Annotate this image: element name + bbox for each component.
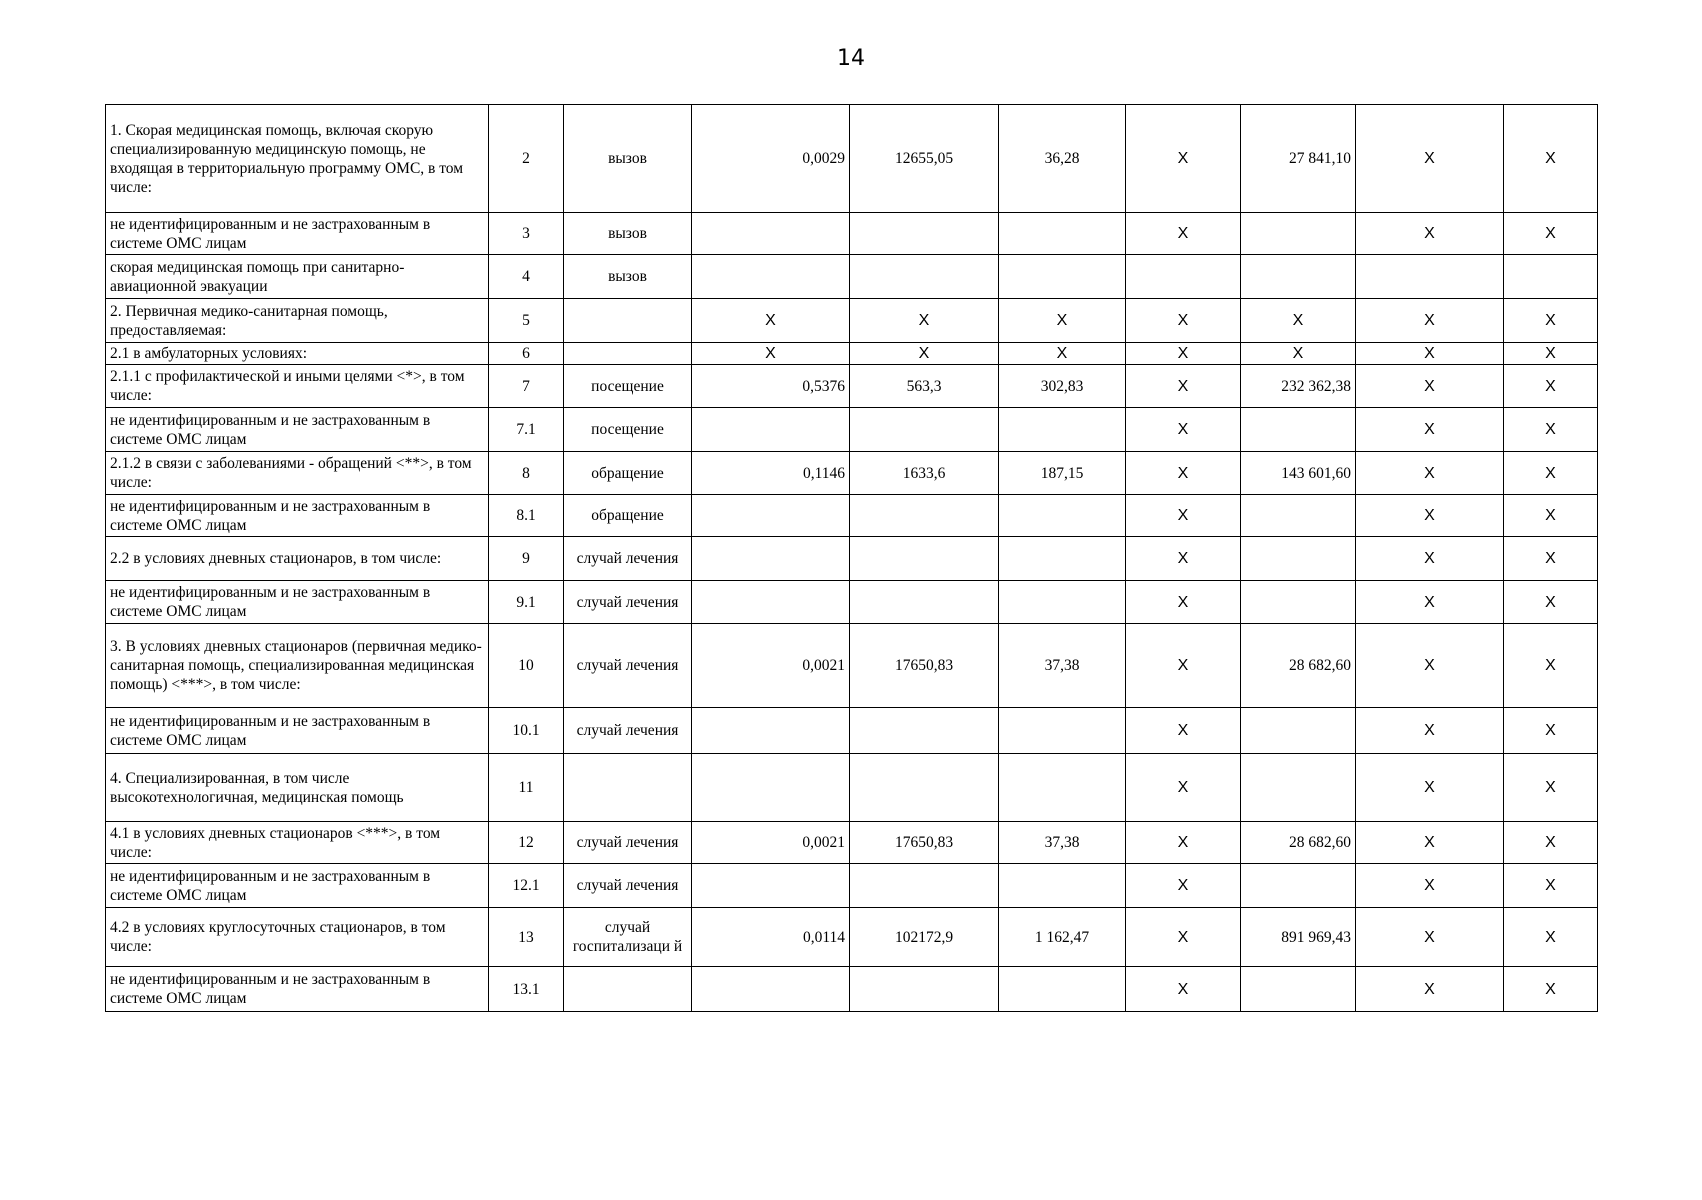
cell-col7: X — [1504, 754, 1598, 822]
cell-col5 — [1241, 708, 1356, 754]
cell-col5: 27 841,10 — [1241, 105, 1356, 213]
cell-col1: 0,0029 — [692, 105, 850, 213]
table-row — [106, 754, 1598, 822]
cell-unit: вызов — [564, 105, 692, 213]
cell-row-number: 12 — [489, 822, 564, 864]
cell-col4: X — [1126, 908, 1241, 967]
cell-unit: обращение — [564, 452, 692, 495]
cell-col2: X — [850, 299, 999, 343]
cell-service-name: 3. В условиях дневных стационаров (первичная медико-санитарная помощь, специализированная медицинская помощь) <***>, в том числе: — [106, 624, 489, 708]
cell-col5: 232 362,38 — [1241, 365, 1356, 408]
cell-col7: X — [1504, 967, 1598, 1012]
cell-col7: X — [1504, 495, 1598, 537]
cell-col7: X — [1504, 822, 1598, 864]
cell-service-name: не идентифицированным и не застрахованным в системе ОМС лицам — [106, 864, 489, 908]
cell-service-name: не идентифицированным и не застрахованным в системе ОМС лицам — [106, 708, 489, 754]
cell-col2 — [850, 864, 999, 908]
cell-unit: случай лечения — [564, 708, 692, 754]
cell-service-name: не идентифицированным и не застрахованным в системе ОМС лицам — [106, 495, 489, 537]
cell-service-name: 2.1.2 в связи с заболеваниями - обращений <**>, в том числе: — [106, 452, 489, 495]
cell-col2: 17650,83 — [850, 624, 999, 708]
cell-service-name: не идентифицированным и не застрахованным в системе ОМС лицам — [106, 581, 489, 624]
cell-col7 — [1504, 255, 1598, 299]
cell-service-name: 4.1 в условиях дневных стационаров <***>, в том числе: — [106, 822, 489, 864]
cell-row-number: 9.1 — [489, 581, 564, 624]
cell-col3 — [999, 408, 1126, 452]
cell-col4: X — [1126, 581, 1241, 624]
cell-service-name: не идентифицированным и не застрахованным в системе ОМС лицам — [106, 408, 489, 452]
table-row — [106, 908, 1598, 967]
cell-col2: 1633,6 — [850, 452, 999, 495]
cell-col5: X — [1241, 343, 1356, 365]
cell-col2 — [850, 967, 999, 1012]
cell-col5: 891 969,43 — [1241, 908, 1356, 967]
cell-col1: 0,0114 — [692, 908, 850, 967]
cell-col6: X — [1356, 708, 1504, 754]
cell-row-number: 9 — [489, 537, 564, 581]
cell-service-name: 2.1 в амбулаторных условиях: — [106, 343, 489, 365]
table-row — [106, 537, 1598, 581]
cell-unit — [564, 967, 692, 1012]
cell-service-name: не идентифицированным и не застрахованным в системе ОМС лицам — [106, 213, 489, 255]
cell-row-number: 2 — [489, 105, 564, 213]
cell-col5: 28 682,60 — [1241, 624, 1356, 708]
table-row — [106, 495, 1598, 537]
cell-row-number: 13 — [489, 908, 564, 967]
cell-col6: X — [1356, 581, 1504, 624]
cell-col4: X — [1126, 495, 1241, 537]
cell-col6: X — [1356, 624, 1504, 708]
cell-col3: 37,38 — [999, 822, 1126, 864]
cell-col3 — [999, 537, 1126, 581]
cell-row-number: 12.1 — [489, 864, 564, 908]
cell-col6: X — [1356, 967, 1504, 1012]
cell-col2 — [850, 213, 999, 255]
cell-unit: посещение — [564, 408, 692, 452]
data-table — [105, 104, 1598, 1012]
cell-col7: X — [1504, 343, 1598, 365]
cell-col7: X — [1504, 365, 1598, 408]
cell-col6: X — [1356, 408, 1504, 452]
cell-col3 — [999, 708, 1126, 754]
cell-col7: X — [1504, 624, 1598, 708]
cell-col5 — [1241, 864, 1356, 908]
cell-row-number: 11 — [489, 754, 564, 822]
cell-col2: 563,3 — [850, 365, 999, 408]
cell-col5 — [1241, 581, 1356, 624]
cell-col4: X — [1126, 452, 1241, 495]
cell-col3: 1 162,47 — [999, 908, 1126, 967]
cell-col4: X — [1126, 299, 1241, 343]
cell-row-number: 7.1 — [489, 408, 564, 452]
cell-col2: 102172,9 — [850, 908, 999, 967]
table-row — [106, 213, 1598, 255]
cell-col4: X — [1126, 708, 1241, 754]
cell-col7: X — [1504, 213, 1598, 255]
cell-row-number: 4 — [489, 255, 564, 299]
cell-col4: X — [1126, 408, 1241, 452]
cell-col6: X — [1356, 495, 1504, 537]
cell-service-name: 4.2 в условиях круглосуточных стационаров, в том числе: — [106, 908, 489, 967]
cell-col1 — [692, 581, 850, 624]
cell-col6: X — [1356, 213, 1504, 255]
cell-col5 — [1241, 967, 1356, 1012]
cell-service-name: 2.2 в условиях дневных стационаров, в том числе: — [106, 537, 489, 581]
cell-col6: X — [1356, 343, 1504, 365]
cell-unit: случай лечения — [564, 581, 692, 624]
cell-col6: X — [1356, 864, 1504, 908]
cell-col1: 0,5376 — [692, 365, 850, 408]
cell-col6: X — [1356, 365, 1504, 408]
cell-col1 — [692, 967, 850, 1012]
cell-col3: 187,15 — [999, 452, 1126, 495]
cell-col6: X — [1356, 908, 1504, 967]
cell-unit: случай лечения — [564, 864, 692, 908]
page-number: 14 — [837, 46, 865, 71]
cell-col6: X — [1356, 754, 1504, 822]
cell-row-number: 10.1 — [489, 708, 564, 754]
table-row — [106, 105, 1598, 213]
cell-col6: X — [1356, 105, 1504, 213]
cell-col3: X — [999, 343, 1126, 365]
cell-col3 — [999, 754, 1126, 822]
cell-col3: X — [999, 299, 1126, 343]
cell-col1: 0,0021 — [692, 822, 850, 864]
cell-col7: X — [1504, 105, 1598, 213]
cell-service-name: 2.1.1 с профилактической и иными целями <*>, в том числе: — [106, 365, 489, 408]
cell-col4: X — [1126, 754, 1241, 822]
cell-col7: X — [1504, 908, 1598, 967]
cell-unit: случай лечения — [564, 624, 692, 708]
cell-col3 — [999, 581, 1126, 624]
cell-col6: X — [1356, 452, 1504, 495]
cell-col5 — [1241, 213, 1356, 255]
cell-col7: X — [1504, 708, 1598, 754]
cell-col3 — [999, 213, 1126, 255]
table-row — [106, 967, 1598, 1012]
table-row — [106, 299, 1598, 343]
cell-col5 — [1241, 495, 1356, 537]
cell-col7: X — [1504, 581, 1598, 624]
cell-col2 — [850, 708, 999, 754]
cell-col5 — [1241, 408, 1356, 452]
cell-row-number: 7 — [489, 365, 564, 408]
table-row — [106, 708, 1598, 754]
cell-row-number: 13.1 — [489, 967, 564, 1012]
cell-unit — [564, 299, 692, 343]
cell-unit: вызов — [564, 213, 692, 255]
cell-col2: 17650,83 — [850, 822, 999, 864]
cell-col6 — [1356, 255, 1504, 299]
cell-row-number: 6 — [489, 343, 564, 365]
cell-col1 — [692, 213, 850, 255]
cell-unit: вызов — [564, 255, 692, 299]
table-row — [106, 864, 1598, 908]
cell-col1 — [692, 708, 850, 754]
cell-service-name: не идентифицированным и не застрахованным в системе ОМС лицам — [106, 967, 489, 1012]
cell-service-name: 1. Скорая медицинская помощь, включая скорую специализированную медицинскую помощь, не входящая в территориальную программу ОМС, в том числе: — [106, 105, 489, 213]
cell-col5: 143 601,60 — [1241, 452, 1356, 495]
cell-col2: X — [850, 343, 999, 365]
cell-col1 — [692, 754, 850, 822]
cell-col3: 302,83 — [999, 365, 1126, 408]
cell-service-name: скорая медицинская помощь при санитарно-авиационной эвакуации — [106, 255, 489, 299]
cell-row-number: 8.1 — [489, 495, 564, 537]
cell-col2 — [850, 408, 999, 452]
cell-col1 — [692, 864, 850, 908]
cell-col6: X — [1356, 537, 1504, 581]
cell-col4: X — [1126, 365, 1241, 408]
cell-col6: X — [1356, 822, 1504, 864]
cell-col7: X — [1504, 299, 1598, 343]
table-row — [106, 581, 1598, 624]
table-row — [106, 365, 1598, 408]
cell-col1 — [692, 255, 850, 299]
cell-col3 — [999, 495, 1126, 537]
cell-col5: 28 682,60 — [1241, 822, 1356, 864]
cell-unit: случай лечения — [564, 822, 692, 864]
cell-col5 — [1241, 537, 1356, 581]
cell-col2 — [850, 495, 999, 537]
cell-col1: X — [692, 299, 850, 343]
table-row — [106, 452, 1598, 495]
cell-col2 — [850, 581, 999, 624]
cell-col4: X — [1126, 864, 1241, 908]
cell-col4: X — [1126, 105, 1241, 213]
cell-col1 — [692, 495, 850, 537]
cell-col1: X — [692, 343, 850, 365]
cell-col1 — [692, 408, 850, 452]
cell-col7: X — [1504, 408, 1598, 452]
cell-col1 — [692, 537, 850, 581]
cell-unit: посещение — [564, 365, 692, 408]
cell-col7: X — [1504, 537, 1598, 581]
cell-unit: случай лечения — [564, 537, 692, 581]
cell-service-name: 4. Специализированная, в том числе высокотехнологичная, медицинская помощь — [106, 754, 489, 822]
cell-col4: X — [1126, 537, 1241, 581]
cell-service-name: 2. Первичная медико-санитарная помощь, предоставляемая: — [106, 299, 489, 343]
cell-col4: X — [1126, 822, 1241, 864]
cell-col1: 0,0021 — [692, 624, 850, 708]
table-row — [106, 408, 1598, 452]
cell-col7: X — [1504, 864, 1598, 908]
cell-col2: 12655,05 — [850, 105, 999, 213]
cell-col4: X — [1126, 624, 1241, 708]
cell-row-number: 8 — [489, 452, 564, 495]
table-row — [106, 343, 1598, 365]
cell-col5 — [1241, 255, 1356, 299]
cell-col5 — [1241, 754, 1356, 822]
cell-col3: 36,28 — [999, 105, 1126, 213]
cell-col4: X — [1126, 343, 1241, 365]
table-row — [106, 255, 1598, 299]
cell-row-number: 5 — [489, 299, 564, 343]
table-row — [106, 822, 1598, 864]
cell-col3: 37,38 — [999, 624, 1126, 708]
cell-row-number: 3 — [489, 213, 564, 255]
cell-row-number: 10 — [489, 624, 564, 708]
cell-col4: X — [1126, 967, 1241, 1012]
cell-col3 — [999, 864, 1126, 908]
cell-col2 — [850, 537, 999, 581]
cell-col4 — [1126, 255, 1241, 299]
cell-col3 — [999, 255, 1126, 299]
cell-unit: обращение — [564, 495, 692, 537]
cell-col1: 0,1146 — [692, 452, 850, 495]
cell-unit — [564, 754, 692, 822]
table-row — [106, 624, 1598, 708]
cell-col3 — [999, 967, 1126, 1012]
cell-col6: X — [1356, 299, 1504, 343]
cell-unit — [564, 343, 692, 365]
cell-col4: X — [1126, 213, 1241, 255]
cell-col2 — [850, 255, 999, 299]
cell-col5: X — [1241, 299, 1356, 343]
cell-unit: случай госпитализаци й — [564, 908, 692, 967]
cell-col2 — [850, 754, 999, 822]
cell-col7: X — [1504, 452, 1598, 495]
